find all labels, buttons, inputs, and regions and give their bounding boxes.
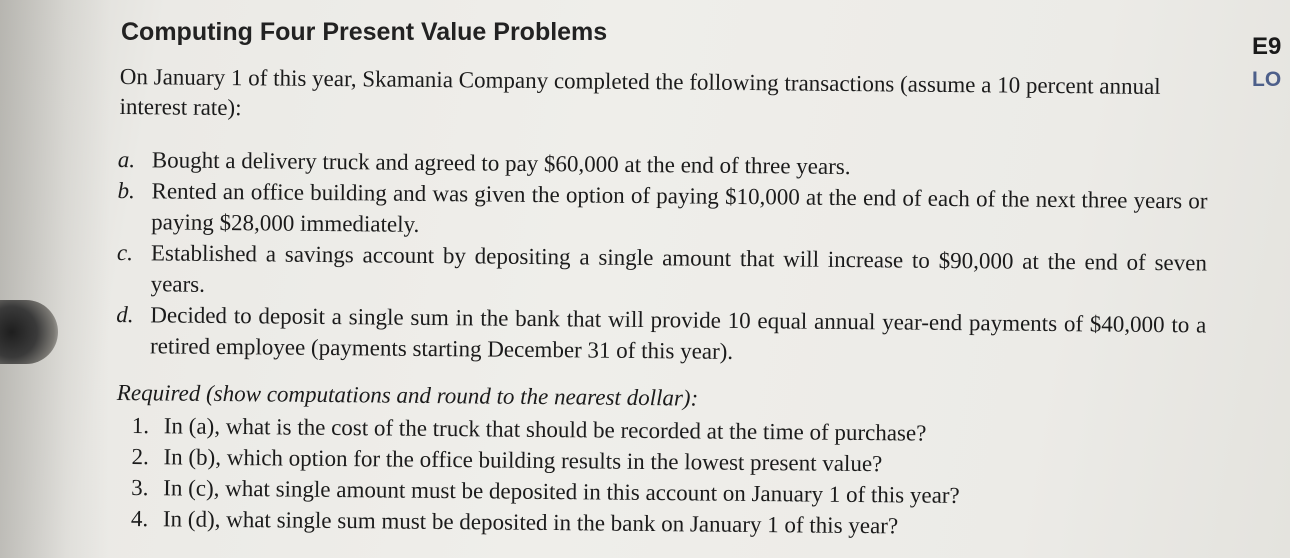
- required-questions: [131, 410, 1132, 544]
- transaction-text: Bought a delivery truck and agreed to pay $60,000 at the end of three years.: [151, 147, 851, 180]
- transaction-text: Rented an office building and was given the option of paying $10,000 at the end of each of the next three years or paying $28,000 immediately.: [151, 178, 1208, 237]
- transaction-label: a.: [117, 146, 136, 173]
- transaction-item: [117, 175, 1208, 247]
- exercise-code: E9: [1252, 33, 1282, 60]
- transaction-label: c.: [116, 239, 134, 266]
- learning-objective-code: LO: [1252, 68, 1282, 91]
- transaction-item: [117, 237, 1208, 309]
- exercise-title: Computing Four Present Value Problems: [121, 18, 608, 46]
- question-number: 3.: [131, 474, 149, 501]
- page-shadow: [0, 0, 110, 558]
- transaction-label: b.: [117, 177, 135, 204]
- transaction-text: Established a savings account by depositing a single amount that will increase to $90,000 at the end of seven years.: [150, 240, 1208, 297]
- question-number: 1.: [131, 412, 150, 439]
- question-text: In (a), what is the cost of the truck that should be recorded at the time of purchase?: [163, 413, 927, 446]
- transaction-label: d.: [116, 301, 134, 328]
- question-text: In (b), which option for the office building results in the lowest present value?: [163, 444, 883, 477]
- transaction-list: [116, 144, 1208, 371]
- question-text: In (c), what single amount must be deposited in this account on January 1 of this year?: [163, 475, 960, 508]
- question-number: 2.: [131, 443, 149, 470]
- question-number: 4.: [130, 505, 149, 532]
- required-heading: Required (show computations and round to the nearest dollar):: [116, 380, 699, 411]
- transaction-text: Decided to deposit a single sum in the bank that will provide 10 equal annual year-end payments of $40,000 to a retired employee (payments starting December 31 of this year).: [149, 302, 1207, 364]
- question-text: In (d), what single sum must be deposited in the bank on January 1 of this year?: [162, 506, 899, 539]
- transaction-item: [116, 299, 1207, 371]
- intro-paragraph: On January 1 of this year, Skamania Company completed the following transactions (assume a 10 percent annual interest rate):: [119, 63, 1161, 121]
